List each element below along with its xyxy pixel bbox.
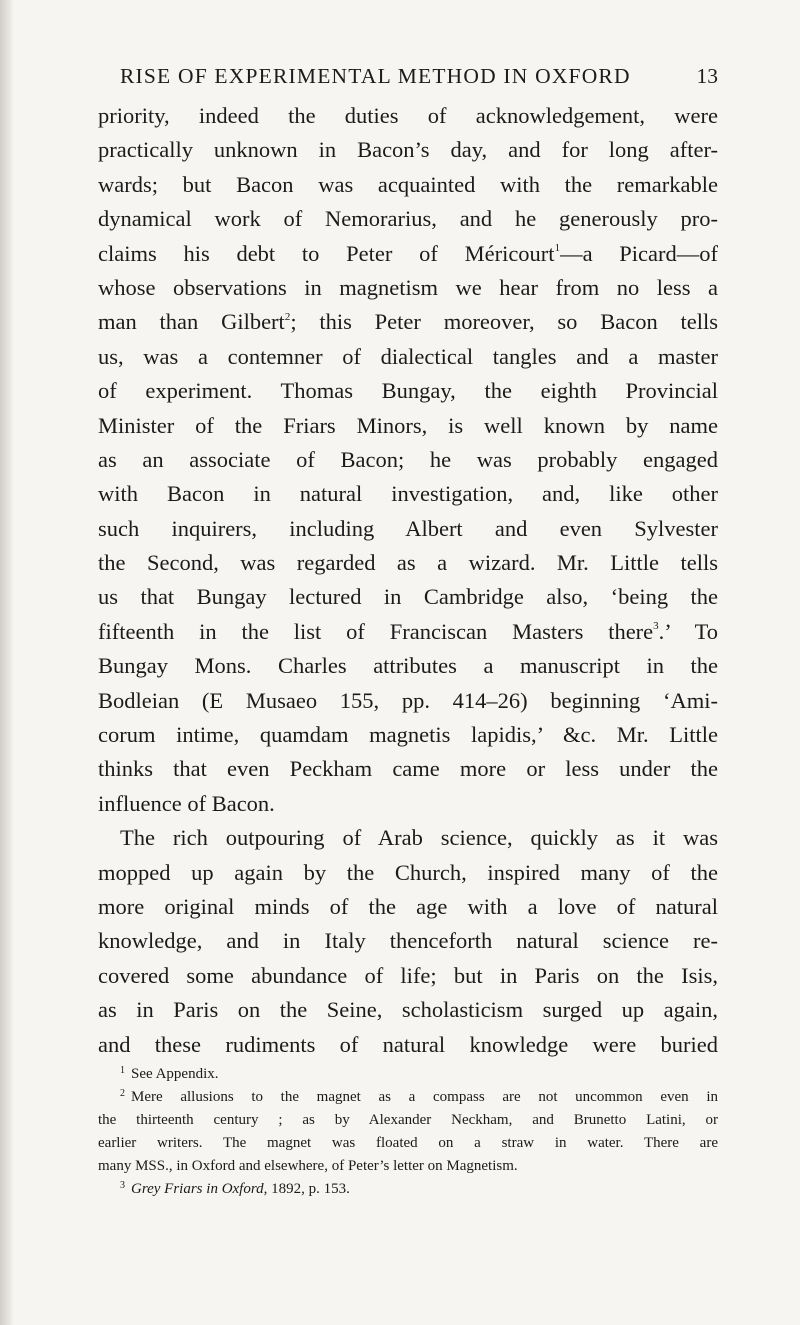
footnote-1 [98, 1063, 718, 1086]
footnote-ref-2: 2 [284, 310, 291, 323]
text-line: us, was a contemner of dialectical tangles and a master [98, 343, 718, 369]
text-line: whose observations in magnetism we hear from no less a [98, 274, 718, 300]
running-title: RISE OF EXPERIMENTAL METHOD IN OXFORD [120, 64, 631, 88]
footnote-ref-1: 1 [554, 242, 561, 255]
text-line: more original minds of the age with a love of natural [98, 893, 718, 919]
text-line: Bungay Mons. Charles attributes a manuscript in the [98, 653, 718, 679]
footnote-text: , 1892, p. 153. [263, 1181, 350, 1197]
text-line: priority, indeed the duties of acknowledgement, were [98, 103, 718, 128]
text-line: knowledge, and in Italy thenceforth natural science re- [98, 928, 718, 954]
text-segment: ; this Peter moreover, so Bacon tells [290, 309, 718, 335]
text-segment: fifteenth in the list of Franciscan Masters there [98, 618, 654, 644]
text-segment: man than Gilbert [98, 309, 285, 335]
text-line: the Second, was regarded as a wizard. Mr. Little tells [98, 550, 718, 576]
footnote-3 [98, 1178, 718, 1201]
text-line: wards; but Bacon was acquainted with the remarkable [98, 171, 718, 197]
footnote-2-line: the thirteenth century ; as by Alexander Neckham, and Brunetto Latini, or [98, 1112, 718, 1128]
footnote-2-line: many MSS., in Oxford and elsewhere, of Peter’s letter on Magnetism. [98, 1158, 518, 1174]
text-line [98, 615, 718, 649]
text-line [98, 305, 718, 339]
paragraph-start-line: The rich outpouring of Arab science, quickly as it was [120, 825, 718, 851]
text-line: influence of Bacon. [98, 790, 275, 816]
footnote-book-title: Grey Friars in Oxford [131, 1181, 264, 1197]
text-line: as in Paris on the Seine, scholasticism surged up again, [98, 997, 718, 1023]
footnotes [98, 1063, 718, 1201]
footnote-ref-3: 3 [653, 620, 659, 633]
text-line: practically unknown in Bacon’s day, and for long after- [98, 137, 718, 163]
text-line [98, 237, 718, 271]
footnote-text: See Appendix. [131, 1066, 219, 1082]
text-segment: claims his debt to Peter of Méricourt [98, 240, 555, 266]
page-number: 13 [696, 64, 718, 88]
text-line: dynamical work of Nemorarius, and he generously pro- [98, 206, 718, 232]
book-spine-shadow [0, 0, 14, 1325]
text-line: us that Bungay lectured in Cambridge also, ‘being the [98, 584, 718, 610]
text-line: as an associate of Bacon; he was probably engaged [98, 446, 718, 472]
text-line: covered some abundance of life; but in Paris on the Isis, [98, 962, 718, 988]
footnote-mark: 1 [120, 1065, 125, 1076]
text-segment: —a Picard—of [560, 240, 719, 266]
text-segment: .’ To [658, 618, 718, 644]
text-line: Minister of the Friars Minors, is well known by name [98, 412, 718, 438]
body-text [98, 99, 718, 1062]
text-line: with Bacon in natural investigation, and, like other [98, 481, 718, 507]
text-line: thinks that even Peckham came more or less under the [98, 756, 718, 782]
text-line: and these rudiments of natural knowledge were buried [98, 1031, 718, 1057]
text-line: of experiment. Thomas Bungay, the eighth Provincial [98, 378, 718, 404]
footnote-mark: 2 [120, 1088, 125, 1099]
text-line: such inquirers, including Albert and even Sylvester [98, 515, 718, 541]
text-line: corum intime, quamdam magnetis lapidis,’ &c. Mr. Little [98, 722, 718, 748]
footnote-2-line: earlier writers. The magnet was floated on a straw in water. There are [98, 1135, 718, 1151]
text-line: mopped up again by the Church, inspired many of the [98, 859, 718, 885]
footnote-mark: 3 [120, 1180, 125, 1191]
footnote-2 [98, 1086, 718, 1109]
running-head [98, 64, 718, 94]
text-line: Bodleian (E Musaeo 155, pp. 414–26) beginning ‘Ami- [98, 687, 718, 713]
footnote-text: Mere allusions to the magnet as a compass are not uncommon even in [131, 1089, 718, 1105]
